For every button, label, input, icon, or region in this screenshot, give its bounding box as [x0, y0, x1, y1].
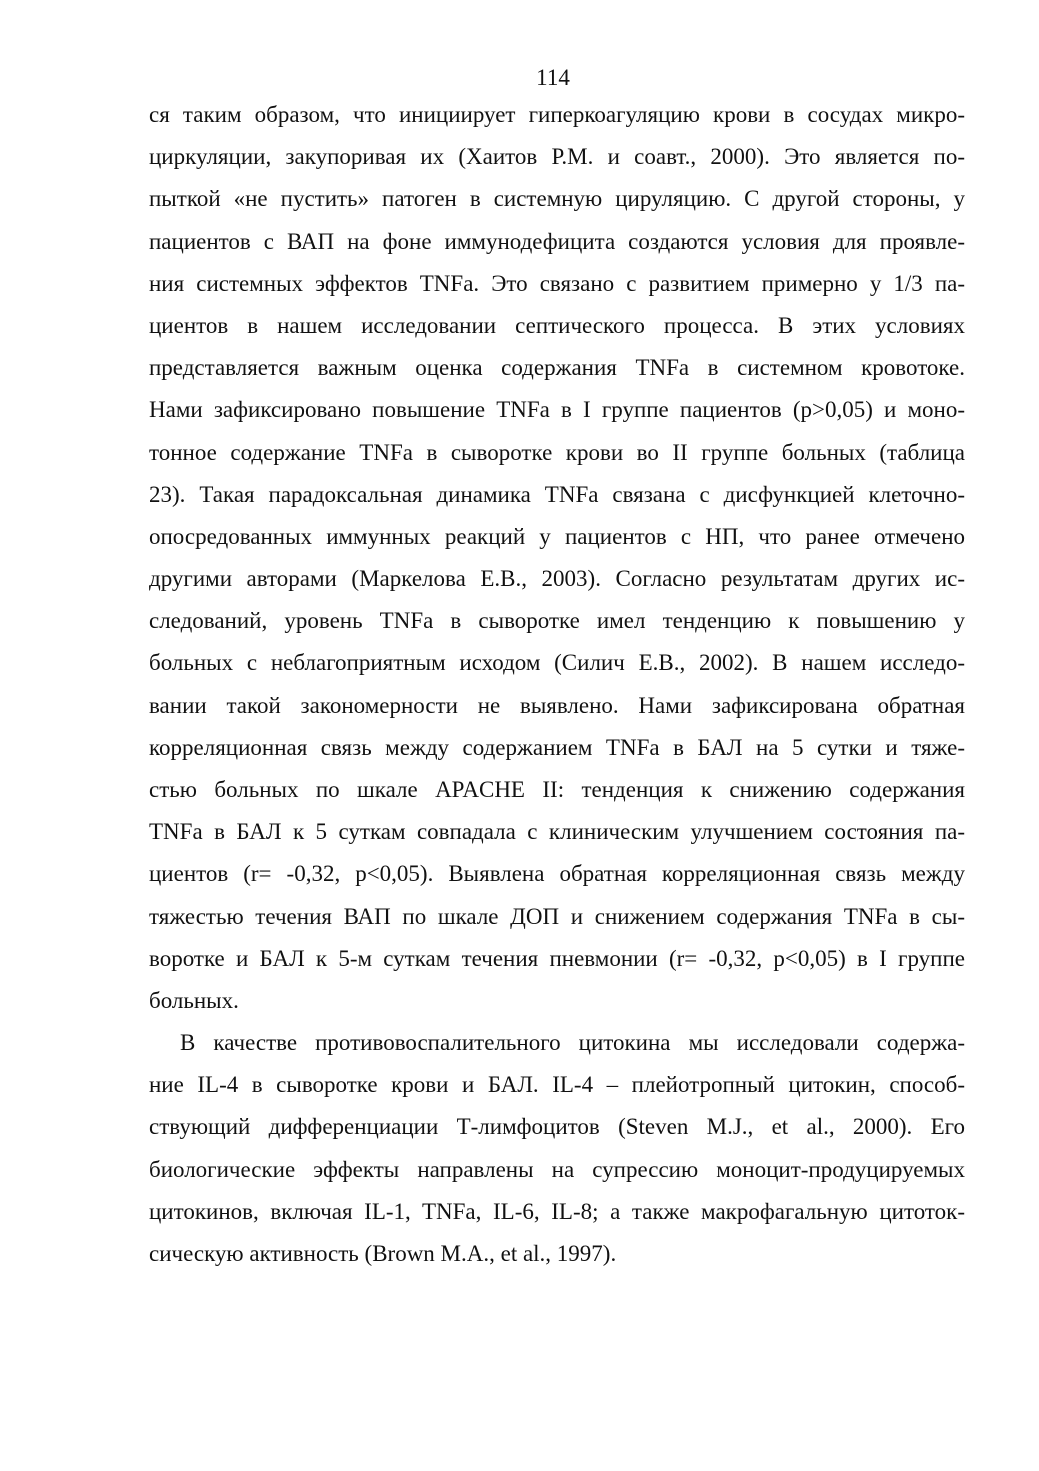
text-line: тонное содержание TNFa в сыворотке крови во II группе больных (таблица — [149, 439, 965, 465]
paragraph-1 — [149, 94, 965, 1022]
text-line: следований, уровень TNFa в сыворотке имел тенденцию к повышению у — [149, 608, 965, 634]
text-line: тяжестью течения ВАП по шкале ДОП и снижением содержания TNFa в сы- — [149, 903, 965, 929]
text-line: ствующий дифференциации Т-лимфоцитов (Steven M.J., et al., 2000). Его — [149, 1114, 965, 1140]
text-line: цитокинов, включая IL-1, TNFa, IL-6, IL-8; а также макрофагальную цитоток- — [149, 1198, 965, 1224]
text-line: циркуляции, закупоривая их (Хаитов Р.М. и соавт., 2000). Это является по- — [149, 144, 965, 170]
paragraph-2 — [149, 1022, 965, 1275]
text-line: опосредованных иммунных реакций у пациентов с НП, что ранее отмечено — [149, 523, 965, 549]
text-line: пациентов с ВАП на фоне иммунодефицита создаются условия для проявле- — [149, 228, 965, 254]
page-number: 114 — [536, 65, 570, 90]
text-line: циентов (r= -0,32, p<0,05). Выявлена обратная корреляционная связь между — [149, 861, 965, 887]
text-line: стью больных по шкале APACHE II: тенденция к снижению содержания — [149, 777, 965, 802]
text-line: 23). Такая парадоксальная динамика TNFa связана с дисфункцией клеточно- — [149, 481, 965, 507]
text-line: ся таким образом, что инициирует гиперкоагуляцию крови в сосудах микро- — [149, 102, 965, 127]
text-line: больных с неблагоприятным исходом (Силич Е.В., 2002). В нашем исследо- — [149, 650, 965, 676]
text-line: другими авторами (Маркелова Е.В., 2003). Согласно результатам других ис- — [149, 566, 965, 592]
text-line: пыткой «не пустить» патоген в системную цируляцию. С другой стороны, у — [149, 186, 965, 212]
text-line: TNFa в БАЛ к 5 суткам совпадала с клиническим улучшением состояния па- — [149, 819, 965, 845]
text-line: В качестве противовоспалительного цитокина мы исследовали содержа- — [180, 1030, 965, 1055]
text-line: представляется важным оценка содержания TNFa в системном кровотоке. — [149, 355, 965, 381]
text-line: вании такой закономерности не выявлено. Нами зафиксирована обратная — [149, 692, 965, 718]
text-line: биологические эффекты направлены на супрессию моноцит-продуцируемых — [149, 1156, 965, 1182]
text-line: корреляционная связь между содержанием TNFa в БАЛ на 5 сутки и тяже- — [149, 734, 965, 760]
text-line: ния системных эффектов TNFa. Это связано с развитием примерно у 1/3 па- — [149, 270, 965, 296]
text-line: ние IL-4 в сыворотке крови и БАЛ. IL-4 – плейотропный цитокин, способ- — [149, 1072, 965, 1098]
text-line: циентов в нашем исследовании септического процесса. В этих условиях — [149, 312, 965, 338]
text-line: воротке и БАЛ к 5-м суткам течения пневмонии (r= -0,32, p<0,05) в I группе — [149, 945, 965, 971]
text-line: больных. — [149, 987, 239, 1013]
text-line: Нами зафиксировано повышение TNFa в I группе пациентов (p>0,05) и моно- — [149, 397, 965, 423]
text-line: сическую активность (Brown M.A., et al., 1997). — [149, 1240, 617, 1266]
